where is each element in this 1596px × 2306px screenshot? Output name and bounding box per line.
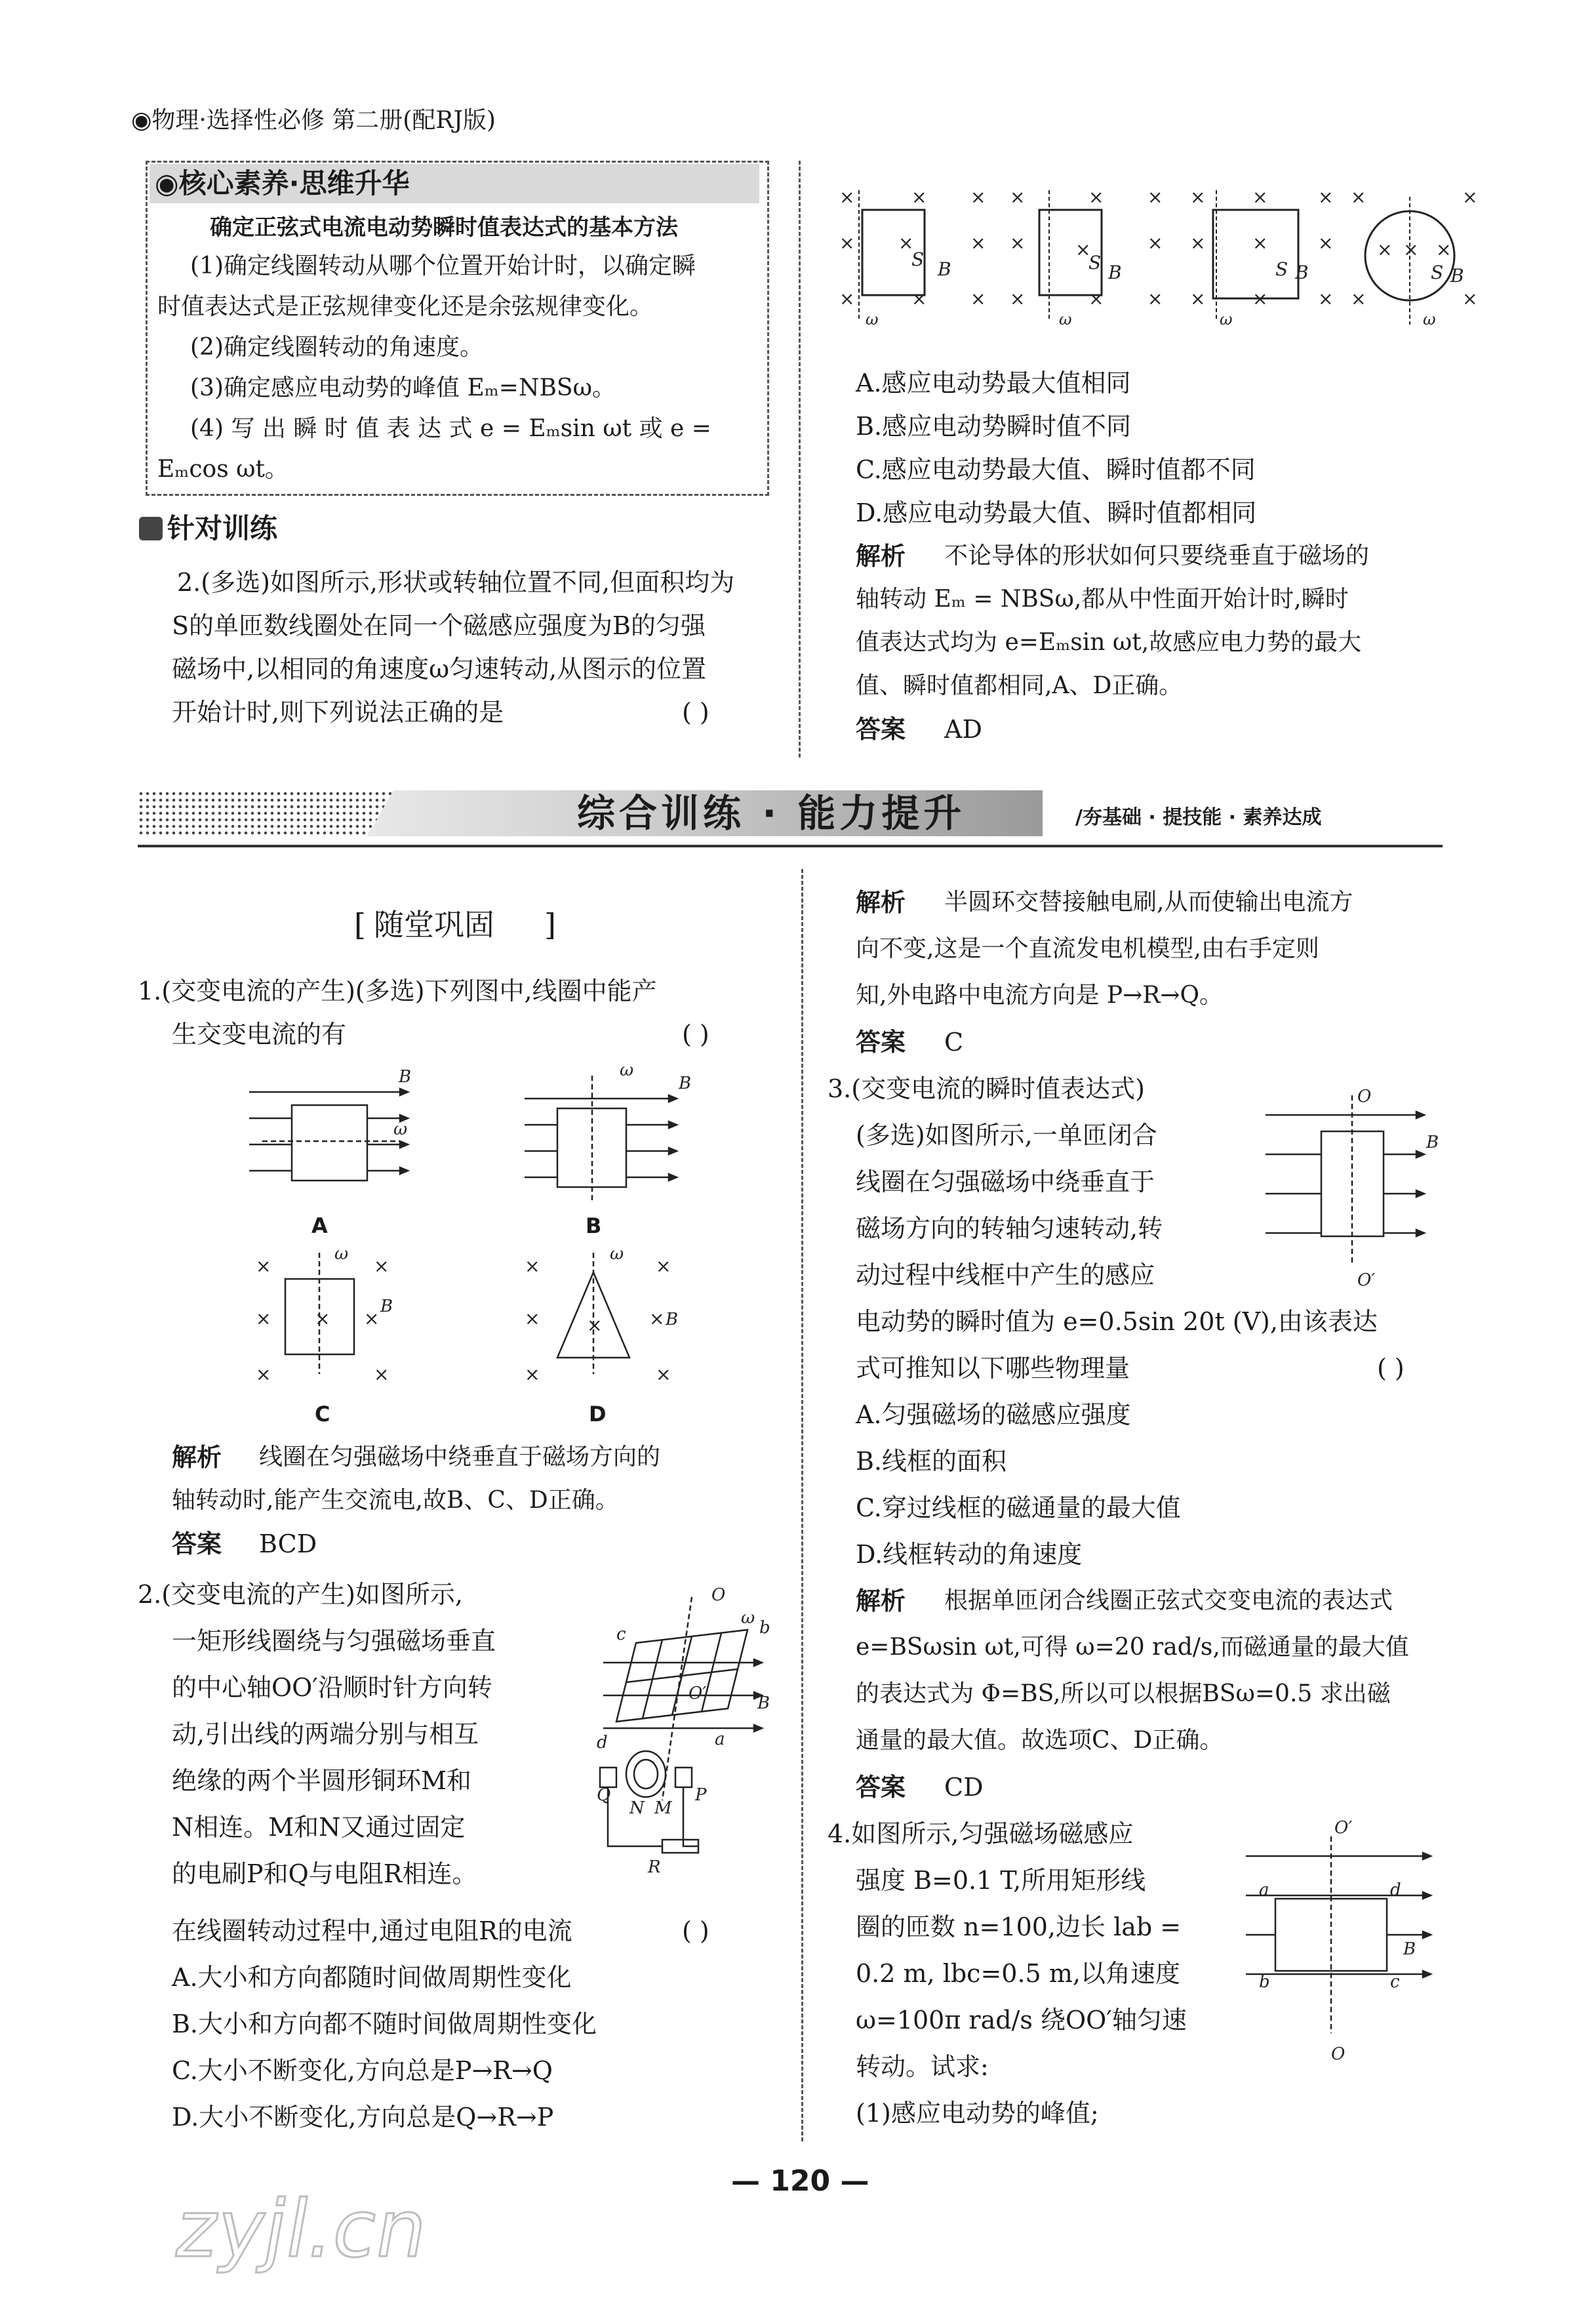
svg-text:×: × (649, 1308, 665, 1329)
svg-text:d: d (597, 1733, 608, 1752)
right-q3-answer-label: 答案 (856, 1773, 906, 1802)
left-q2-option-b: B.大小和方向都不随时间做周期性变化 (172, 2010, 597, 2038)
banner-title: 综合训练 · 能力提升 (577, 791, 966, 836)
right-q3-option-b: B.线框的面积 (856, 1447, 1007, 1476)
coil-fig-4 (1351, 186, 1477, 329)
left-q2-option-a: A.大小和方向都随时间做周期性变化 (172, 1963, 572, 1992)
svg-text:c: c (1390, 1972, 1400, 1992)
right-q3-line-7: 式可推知以下哪些物理量 (856, 1354, 1130, 1383)
practice-q2-paren: ( ) (682, 698, 709, 727)
left-q2-line-1: 2.(交变电流的产生)如图所示, (138, 1580, 463, 1609)
svg-text:ω: ω (866, 310, 879, 329)
left-q1-paren: ( ) (682, 1020, 709, 1049)
svg-text:×: × (1318, 288, 1334, 310)
svg-text:b: b (759, 1618, 770, 1638)
practice-q2-line-3: 磁场中,以相同的角速度ω匀速转动,从图示的位置 (172, 655, 707, 683)
core-line-6: Eₘcos ωt。 (157, 456, 289, 483)
right-q4-line-3: 圈的匝数 n=100,边长 lab = (856, 1912, 1182, 1941)
core-subtitle: 确定正弦式电流电动势瞬时值表达式的基本方法 (210, 214, 678, 241)
right-q2-answer: C (944, 1028, 964, 1057)
coil-fig-1 (839, 186, 986, 329)
svg-text:×: × (1351, 186, 1367, 208)
core-line-5: (4) 写 出 瞬 时 值 表 达 式 e = Eₘsin ωt 或 e = (190, 415, 711, 442)
practice-analysis-label: 解析 (856, 542, 906, 571)
left-q1-analysis-label: 解析 (172, 1443, 222, 1472)
svg-text:ω: ω (741, 1608, 755, 1628)
svg-text:S: S (1431, 262, 1444, 283)
svg-text:×: × (1252, 232, 1268, 254)
svg-text:×: × (1252, 288, 1268, 310)
practice-icon (139, 517, 163, 540)
practice-option-b: B.感应电动势瞬时值不同 (856, 412, 1132, 441)
svg-text:B: B (380, 1297, 393, 1316)
svg-text:×: × (1252, 186, 1268, 208)
left-q1-analysis-line-2: 轴转动时,能产生交流电,故B、C、D正确。 (172, 1487, 619, 1514)
banner-rule (138, 845, 1443, 847)
svg-text:ω: ω (393, 1120, 408, 1139)
svg-text:×: × (1010, 186, 1026, 208)
right-q4-line-4: 0.2 m, lbc=0.5 m,以角速度 (856, 1959, 1180, 1988)
svg-text:×: × (1147, 186, 1163, 208)
svg-text:×: × (1190, 232, 1206, 254)
practice-option-a: A.感应电动势最大值相同 (856, 369, 1131, 397)
svg-text:O: O (1357, 1087, 1372, 1106)
svg-text:S: S (1088, 252, 1102, 273)
practice-title: 针对训练 (167, 512, 278, 544)
right-q4-line-1: 4.如图所示,匀强磁场磁感应 (828, 1819, 1134, 1848)
svg-text:Q: Q (597, 1785, 611, 1805)
left-q2-line-5: 绝缘的两个半圆形铜环M和 (172, 1766, 471, 1795)
watermark: zyjl.cn (169, 2184, 435, 2275)
right-q4-line-5: ω=100π rad/s 绕OO′轴匀速 (856, 2006, 1187, 2034)
svg-text:ω: ω (1059, 310, 1072, 329)
svg-text:×: × (839, 232, 855, 254)
left-q2-line-7: 的电刷P和Q与电阻R相连。 (172, 1859, 477, 1888)
fig-label-b: B (586, 1213, 602, 1238)
svg-text:B: B (1450, 265, 1464, 287)
right-q3-paren: ( ) (1377, 1354, 1405, 1383)
right-q3-line-6: 电动势的瞬时值为 e=0.5sin 20t (V),由该表达 (856, 1307, 1378, 1336)
svg-text:×: × (1462, 288, 1478, 310)
svg-text:×: × (525, 1364, 540, 1385)
svg-text:×: × (911, 186, 927, 208)
coil-figures (833, 184, 1488, 334)
right-q2-analysis-line-2: 向不变,这是一个直流发电机模型,由右手定则 (856, 935, 1319, 962)
banner-dots (138, 790, 400, 836)
core-line-2: 时值表达式是正弦规律变化还是余弦规律变化。 (157, 293, 654, 320)
svg-text:O′: O′ (688, 1684, 707, 1703)
practice-option-d: D.感应电动势最大值、瞬时值都相同 (856, 498, 1257, 527)
right-q4-line-7: (1)感应电动势的峰值; (856, 2099, 1099, 2128)
svg-text:S: S (1275, 258, 1288, 280)
practice-answer-label: 答案 (856, 715, 906, 744)
practice-q2-line-4: 开始计时,则下列说法正确的是 (172, 698, 504, 727)
svg-text:B: B (1108, 262, 1122, 283)
right-q3-line-3: 线圈在匀强磁场中绕垂直于 (856, 1167, 1155, 1196)
core-line-1: (1)确定线圈转动从哪个位置开始计时，以确定瞬 (190, 253, 696, 279)
svg-text:×: × (970, 288, 986, 310)
section-title-bracket-left: [ (354, 907, 366, 942)
svg-text:ω: ω (620, 1062, 634, 1080)
right-q3-answer: CD (944, 1773, 984, 1802)
left-q1-analysis-line-1: 线圈在匀强磁场中绕垂直于磁场方向的 (259, 1444, 661, 1470)
svg-text:B: B (1426, 1133, 1439, 1152)
right-q2-answer-label: 答案 (856, 1028, 906, 1057)
svg-text:×: × (1147, 288, 1163, 310)
svg-text:ω: ω (1220, 310, 1233, 329)
right-q4-line-2: 强度 B=0.1 T,所用矩形线 (856, 1866, 1146, 1895)
svg-text:×: × (525, 1308, 540, 1329)
right-q3-line-1: 3.(交变电流的瞬时值表达式) (828, 1074, 1145, 1103)
svg-text:ω: ω (610, 1244, 624, 1264)
left-q2-line-2: 一矩形线圈绕与匀强磁场垂直 (172, 1627, 496, 1655)
right-q3-analysis-line-4: 通量的最大值。故选项C、D正确。 (856, 1727, 1224, 1754)
q1-figures (236, 1062, 734, 1430)
coil-fig-2 (1010, 186, 1163, 329)
left-q2-paren: ( ) (682, 1916, 709, 1945)
right-q3-option-d: D.线框转动的角速度 (856, 1540, 1083, 1569)
svg-text:×: × (364, 1308, 380, 1329)
svg-text:×: × (374, 1364, 389, 1385)
core-line-3: (2)确定线圈转动的角速度。 (190, 334, 483, 361)
svg-text:×: × (256, 1364, 271, 1385)
left-q2-line-8: 在线圈转动过程中,通过电阻R的电流 (172, 1916, 572, 1945)
right-q2-analysis-label: 解析 (856, 888, 906, 917)
svg-text:b: b (1259, 1972, 1270, 1992)
q3-figure (1259, 1076, 1443, 1299)
svg-text:O′: O′ (1334, 1818, 1353, 1838)
svg-text:×: × (1190, 186, 1206, 208)
column-divider-bottom (801, 869, 803, 2141)
right-q4-line-6: 转动。试求: (856, 2052, 989, 2081)
left-q1-line-2: 生交变电流的有 (172, 1020, 347, 1049)
fig-label-d: D (589, 1402, 607, 1426)
svg-text:O: O (711, 1585, 726, 1605)
svg-text:B: B (399, 1067, 412, 1087)
svg-text:S: S (911, 249, 925, 270)
svg-text:N: N (629, 1798, 645, 1818)
right-q3-analysis-line-1: 根据单匝闭合线圈正弦式交变电流的表达式 (944, 1587, 1393, 1614)
svg-text:c: c (616, 1625, 626, 1644)
svg-text:×: × (587, 1314, 603, 1336)
left-q1-answer-label: 答案 (172, 1529, 222, 1558)
left-q2-line-4: 动,引出线的两端分别与相互 (172, 1720, 479, 1749)
svg-text:×: × (970, 186, 986, 208)
q4-figure (1239, 1817, 1443, 2066)
banner-subtitle: /夯基础 · 提技能 · 素养达成 (1075, 806, 1322, 829)
svg-text:×: × (1403, 239, 1419, 260)
svg-text:×: × (1462, 186, 1478, 208)
left-q2-option-c: C.大小不断变化,方向总是P→R→Q (172, 2056, 553, 2085)
svg-text:×: × (911, 288, 927, 310)
section-title: 随堂巩固 (374, 907, 494, 942)
svg-text:O′: O′ (1357, 1270, 1376, 1290)
practice-analysis-line-3: 值表达式均为 e=Eₘsin ωt,故感应电力势的最大 (856, 629, 1362, 656)
practice-analysis-line-1: 不论导体的形状如何只要绕垂直于磁场的 (944, 542, 1370, 569)
left-q2-line-6: N相连。M和N又通过固定 (172, 1813, 466, 1842)
right-q3-analysis-line-2: e=BSωsin ωt,可得 ω=20 rad/s,而磁通量的最大值 (856, 1634, 1409, 1661)
right-q3-line-2: (多选)如图所示,一单匝闭合 (856, 1121, 1157, 1150)
practice-analysis-line-2: 轴转动 Eₘ = NBSω,都从中性面开始计时,瞬时 (856, 586, 1349, 613)
left-q2-option-d: D.大小不断变化,方向总是Q→R→P (172, 2103, 554, 2132)
svg-text:P: P (695, 1785, 707, 1805)
svg-text:×: × (1318, 232, 1334, 254)
right-q3-option-c: C.穿过线框的磁通量的最大值 (856, 1493, 1181, 1522)
svg-text:R: R (648, 1857, 661, 1872)
header-text: ◉物理·选择性必修 第二册(配RJ版) (131, 107, 496, 134)
column-divider-top (799, 161, 801, 758)
svg-text:×: × (1147, 232, 1163, 254)
svg-text:ω: ω (1423, 310, 1436, 329)
practice-answer: AD (944, 715, 982, 744)
fig-label-a: A (311, 1213, 328, 1238)
right-q3-analysis-line-3: 的表达式为 Φ=BS,所以可以根据BSω=0.5 求出磁 (856, 1680, 1391, 1707)
svg-text:B: B (679, 1074, 692, 1093)
svg-text:a: a (1259, 1880, 1269, 1900)
svg-text:ω: ω (334, 1244, 349, 1264)
right-q3-line-5: 动过程中线框中产生的感应 (856, 1261, 1155, 1289)
svg-text:B: B (938, 258, 951, 280)
left-q1-line-1: 1.(交变电流的产生)(多选)下列图中,线圈中能产 (138, 977, 657, 1005)
svg-text:M: M (654, 1798, 672, 1818)
svg-text:×: × (1351, 288, 1367, 310)
svg-text:×: × (656, 1364, 671, 1385)
practice-q2-line-1: 2.(多选)如图所示,形状或转轴位置不同,但面积均为 (177, 568, 735, 597)
page-number: — 120 — (731, 2164, 869, 2198)
right-q2-analysis-line-1: 半圆环交替接触电刷,从而使输出电流方 (944, 889, 1353, 916)
svg-text:×: × (1010, 232, 1026, 254)
core-line-4: (3)确定感应电动势的峰值 Eₘ=NBSω。 (190, 374, 616, 401)
svg-text:×: × (1436, 239, 1452, 260)
svg-text:B: B (757, 1693, 770, 1713)
svg-text:d: d (1390, 1880, 1401, 1900)
svg-text:B: B (1403, 1939, 1416, 1959)
right-q2-analysis-line-3: 知,外电路中电流方向是 P→R→Q。 (856, 982, 1224, 1009)
svg-text:a: a (715, 1729, 725, 1749)
svg-text:×: × (839, 288, 855, 310)
svg-text:×: × (374, 1255, 389, 1277)
coil-fig-3 (1190, 186, 1333, 329)
right-q3-line-4: 磁场方向的转轴匀速转动,转 (856, 1214, 1163, 1243)
right-q3-option-a: A.匀强磁场的磁感应强度 (856, 1400, 1131, 1429)
svg-text:×: × (1075, 239, 1091, 260)
svg-text:×: × (525, 1255, 540, 1277)
generator-figure (584, 1584, 780, 1872)
left-q1-answer: BCD (259, 1529, 317, 1558)
fig-label-c: C (315, 1402, 330, 1426)
svg-text:×: × (1318, 186, 1334, 208)
svg-text:×: × (1088, 288, 1104, 310)
svg-text:×: × (1377, 239, 1393, 260)
svg-text:×: × (1010, 288, 1026, 310)
section-title-bracket-right: ] (544, 907, 556, 942)
svg-text:×: × (256, 1308, 271, 1329)
right-q3-analysis-label: 解析 (856, 1587, 906, 1615)
svg-text:O: O (1331, 2044, 1346, 2064)
svg-text:B: B (1295, 262, 1309, 283)
svg-text:×: × (256, 1255, 271, 1277)
svg-text:×: × (970, 232, 986, 254)
svg-text:×: × (656, 1255, 671, 1277)
svg-text:×: × (315, 1308, 330, 1329)
svg-text:×: × (839, 186, 855, 208)
svg-text:×: × (1190, 288, 1206, 310)
left-q2-line-3: 的中心轴OO′沿顺时针方向转 (172, 1673, 492, 1702)
practice-option-c: C.感应电动势最大值、瞬时值都不同 (856, 455, 1256, 484)
core-title: ◉核心素养·思维升华 (155, 167, 410, 199)
svg-text:×: × (1088, 186, 1104, 208)
svg-text:×: × (898, 232, 914, 254)
practice-q2-line-2: S的单匝数线圈处在同一个磁感应强度为B的匀强 (172, 611, 706, 640)
svg-text:B: B (666, 1310, 679, 1329)
practice-analysis-line-4: 值、瞬时值都相同,A、D正确。 (856, 672, 1183, 699)
